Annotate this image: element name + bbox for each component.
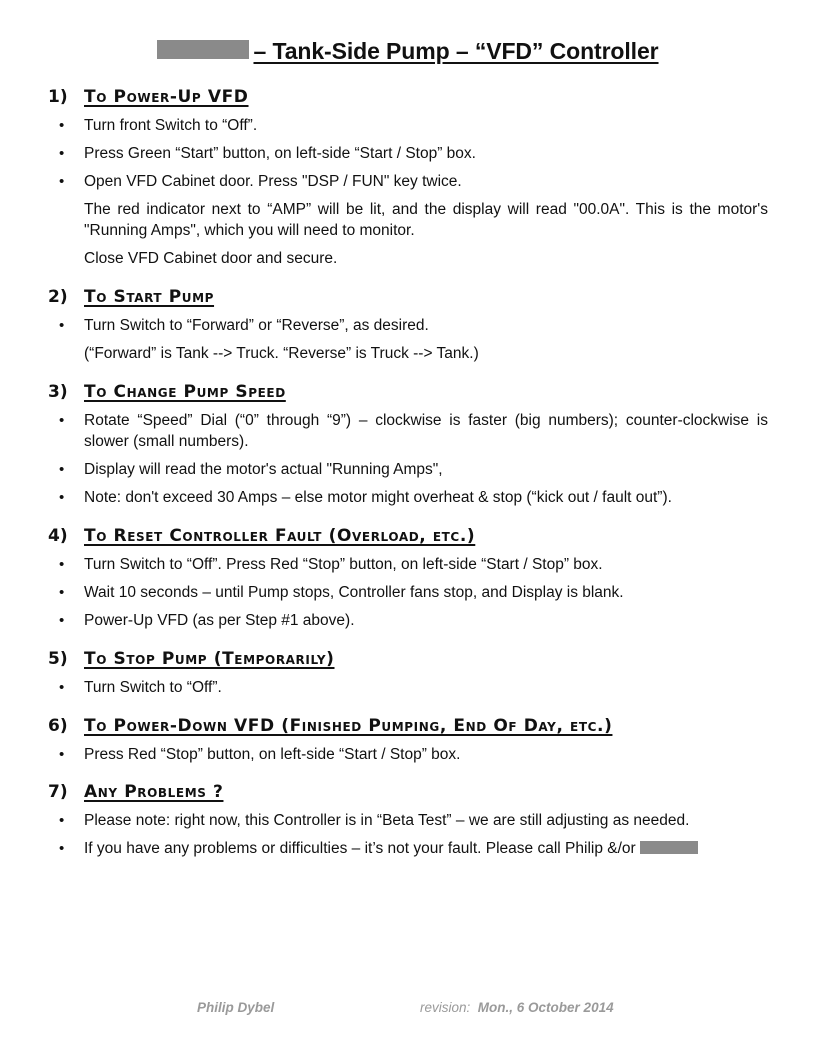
section-title: To Change Pump Speed: [84, 382, 286, 402]
bullet-icon: •: [59, 117, 65, 134]
bullet-icon: •: [59, 173, 65, 190]
section-start-pump: [48, 286, 768, 364]
section-heading: [48, 86, 768, 108]
bullet-icon: •: [59, 317, 65, 334]
list-item: • Press Red “Stop” button, on left-side “Start / Stop” box.: [59, 746, 461, 763]
section-stop-pump: [48, 648, 768, 698]
list-item: • Wait 10 seconds – until Pump stops, Controller fans stop, and Display is blank.: [59, 584, 624, 601]
section-title: To Stop Pump (Temporarily): [84, 649, 335, 669]
list-item: • Display will read the motor's actual "Running Amps",: [59, 461, 443, 478]
section-title: To Power-Down VFD (Finished Pumping, End Of Day, etc.): [84, 716, 613, 736]
section-heading: [48, 286, 768, 308]
section-reset-fault: [48, 525, 768, 631]
bullet-icon: •: [59, 412, 65, 429]
list-item: • Turn Switch to “Forward” or “Reverse”, as desired.: [59, 317, 429, 334]
section-number: 4): [48, 526, 68, 546]
bullet-icon: •: [59, 461, 65, 478]
bullet-icon: •: [59, 679, 65, 696]
section-title: To Reset Controller Fault (Overload, etc.): [84, 526, 476, 546]
list-item: • Power-Up VFD (as per Step #1 above).: [59, 612, 355, 629]
bullet-icon: •: [59, 812, 65, 829]
page-title: [0, 38, 816, 65]
list-item: • Turn front Switch to “Off”.: [59, 117, 258, 134]
section-title: To Start Pump: [84, 287, 215, 307]
footer-author: Philip Dybel: [197, 1000, 275, 1015]
revision-date: Mon., 6 October 2014: [477, 1000, 614, 1015]
section-power-down: [48, 715, 768, 765]
paragraph: The red indicator next to “AMP” will be lit, and the display will read "00.0A". This is the motor's "Running Amps", which you will need to monitor.: [84, 201, 768, 239]
section-number: 2): [48, 287, 68, 307]
bullet-icon: •: [59, 840, 65, 857]
revision-label: revision:: [420, 1000, 471, 1015]
section-number: 1): [48, 87, 68, 107]
list-item: • Note: don't exceed 30 Amps – else motor might overheat & stop (“kick out / fault out”).: [59, 489, 672, 506]
list-item: • Please note: right now, this Controller is in “Beta Test” – we are still adjusting as needed.: [59, 812, 690, 829]
page-title-text: – Tank-Side Pump – “VFD” Controller: [253, 38, 659, 64]
section-heading: [48, 781, 768, 803]
section-any-problems: [48, 781, 768, 859]
section-number: 6): [48, 716, 68, 736]
section-number: 3): [48, 382, 68, 402]
section-change-speed: [48, 381, 768, 508]
footer-revision: [420, 1000, 614, 1015]
section-title: Any Problems ?: [84, 782, 224, 802]
bullet-icon: •: [59, 612, 65, 629]
section-power-up: [48, 86, 768, 269]
section-heading: [48, 648, 768, 670]
bullet-icon: •: [59, 584, 65, 601]
redacted-block: [157, 40, 249, 59]
list-item: • Turn Switch to “Off”.: [59, 679, 222, 696]
paragraph: Close VFD Cabinet door and secure.: [84, 250, 338, 267]
section-number: 7): [48, 782, 68, 802]
bullet-icon: •: [59, 746, 65, 763]
list-item: • Rotate “Speed” Dial (“0” through “9”) – clockwise is faster (big numbers); counter-clockwise is slower (small numbers).: [59, 412, 768, 450]
section-heading: [48, 525, 768, 547]
bullet-icon: •: [59, 556, 65, 573]
list-item: • Turn Switch to “Off”. Press Red “Stop” button, on left-side “Start / Stop” box.: [59, 556, 603, 573]
list-item: • If you have any problems or difficulties – it’s not your fault. Please call Philip &/or: [48, 838, 768, 859]
section-heading: [48, 381, 768, 403]
section-number: 5): [48, 649, 68, 669]
section-title: To Power-Up VFD: [84, 87, 249, 107]
bullet-icon: •: [59, 489, 65, 506]
paragraph: (“Forward” is Tank --> Truck. “Reverse” is Truck --> Tank.): [84, 345, 479, 362]
redacted-block: [640, 841, 698, 854]
list-item: • Open VFD Cabinet door. Press "DSP / FUN" key twice.: [59, 173, 462, 190]
list-item: • Press Green “Start” button, on left-side “Start / Stop” box.: [59, 145, 476, 162]
bullet-icon: •: [59, 145, 65, 162]
section-heading: [48, 715, 768, 737]
